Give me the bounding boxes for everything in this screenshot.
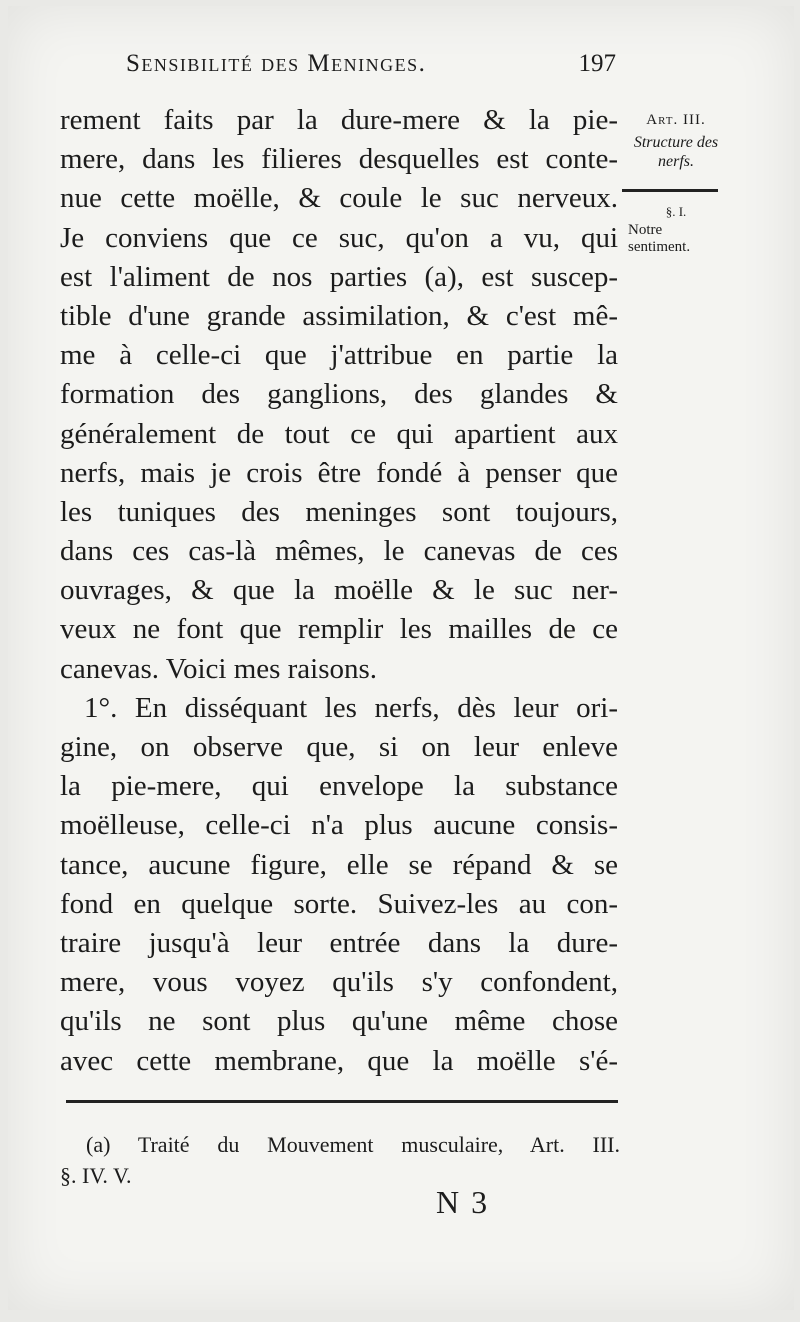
margin-rule bbox=[622, 189, 718, 192]
footnote-line: (a) Traité du Mouvement musculaire, Art. III. bbox=[86, 1132, 620, 1157]
text-line: veux ne font que remplir les mailles de ce bbox=[60, 613, 618, 646]
text-line: avec cette membrane, que la moëlle s'é- bbox=[60, 1044, 618, 1077]
margin-note-sentiment: Notre sentiment. bbox=[628, 222, 691, 255]
footnote bbox=[60, 1129, 620, 1191]
text-line: nerfs, mais je crois être fondé à penser que bbox=[60, 456, 618, 489]
text-line: tance, aucune figure, elle se répand & se bbox=[60, 848, 618, 881]
text-line: tible d'une grande assimilation, & c'est mê- bbox=[60, 299, 618, 332]
text-line: mere, dans les filieres desquelles est conte- bbox=[60, 143, 618, 176]
text-line: me à celle-ci que j'attribue en partie la bbox=[60, 339, 618, 372]
footnote-line: §. IV. V. bbox=[60, 1163, 132, 1188]
book-page bbox=[8, 6, 794, 1310]
margin-note-structure: Structure des nerfs. bbox=[633, 134, 719, 170]
text-line: les tuniques des meninges sont toujours, bbox=[60, 495, 618, 528]
running-head-title: Sensibilité des Meninges. bbox=[126, 50, 427, 77]
text-line: canevas. Voici mes raisons. bbox=[60, 652, 378, 685]
text-line: la pie-mere, qui envelope la substance bbox=[60, 770, 618, 803]
text-line: généralement de tout ce qui apartient aux bbox=[60, 417, 618, 450]
page-number: 197 bbox=[578, 50, 616, 77]
margin-note-article: Art. III. bbox=[646, 112, 706, 128]
body-text bbox=[60, 101, 618, 1081]
text-line: formation des ganglions, des glandes & bbox=[60, 378, 618, 411]
text-line: dans ces cas-là mêmes, le canevas de ces bbox=[60, 535, 618, 568]
text-line: nue cette moëlle, & coule le suc nerveux. bbox=[60, 182, 618, 215]
text-line: rement faits par la dure-mere & la pie- bbox=[60, 104, 618, 136]
margin-note-section: §. I. bbox=[665, 204, 687, 219]
text-line: fond en quelque sorte. Suivez-les au con- bbox=[60, 887, 618, 920]
text-line: mere, vous voyez qu'ils s'y confondent, bbox=[60, 966, 618, 999]
text-line: Je conviens que ce suc, qu'on a vu, qui bbox=[60, 221, 618, 254]
text-line: traire jusqu'à leur entrée dans la dure- bbox=[60, 926, 618, 959]
running-head bbox=[126, 50, 616, 78]
text-line: gine, on observe que, si on leur enleve bbox=[60, 731, 618, 763]
footnote-rule bbox=[66, 1100, 618, 1103]
text-line: 1°. En disséquant les nerfs, dès leur ori- bbox=[84, 691, 618, 724]
text-line: qu'ils ne sont plus qu'une même chose bbox=[60, 1005, 618, 1038]
text-line: moëlleuse, celle-ci n'a plus aucune consis- bbox=[60, 809, 618, 842]
text-line: ouvrages, & que la moëlle & le suc ner- bbox=[60, 574, 618, 607]
signature-mark: N 3 bbox=[436, 1184, 490, 1220]
text-line: est l'aliment de nos parties (a), est suscep- bbox=[60, 260, 618, 293]
